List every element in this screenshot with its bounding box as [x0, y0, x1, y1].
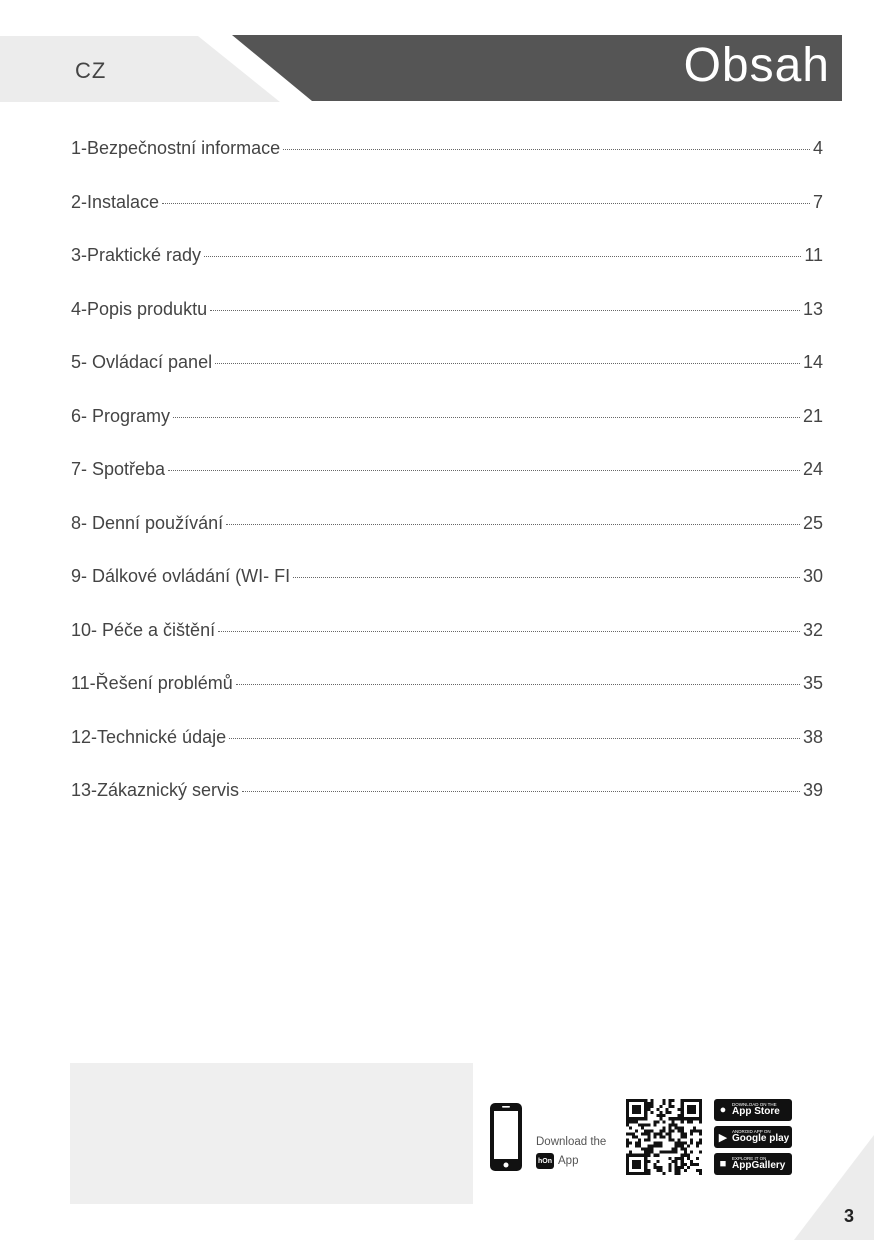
download-app-line: [536, 1153, 578, 1169]
toc-dot-leader: [210, 310, 800, 311]
app-gallery-badge[interactable]: ■ EXPLORE IT ON AppGallery: [714, 1153, 792, 1175]
toc-entry[interactable]: [71, 780, 823, 834]
toc-dot-leader: [242, 791, 800, 792]
toc-entry[interactable]: [71, 620, 823, 674]
toc-entry[interactable]: [71, 299, 823, 353]
toc-dot-leader: [236, 684, 800, 685]
table-of-contents: [71, 138, 823, 834]
download-text: Download the: [536, 1136, 607, 1148]
toc-entry-page: 35: [802, 673, 823, 693]
language-code: CZ: [75, 58, 107, 83]
toc-entry-label: 8- Denní používání: [71, 512, 224, 533]
toc-entry-page: 38: [802, 726, 823, 747]
google-play-badge[interactable]: ▶ ANDROID APP ON Google play: [714, 1126, 792, 1148]
toc-entry-page: 30: [802, 566, 823, 586]
toc-entry-label: 9- Dálkové ovládání (WI- FI: [71, 566, 291, 586]
smartphone-icon: [489, 1102, 523, 1172]
toc-entry-page: 39: [802, 780, 823, 800]
toc-entry-page: 13: [802, 298, 823, 319]
toc-entry-label: 5- Ovládací panel: [71, 352, 213, 372]
toc-dot-leader: [215, 363, 800, 364]
toc-entry-label: 2-Instalace: [71, 191, 160, 212]
toc-entry-page: 7: [812, 191, 823, 212]
toc-entry-page: 24: [802, 459, 823, 479]
huawei-icon: ■: [719, 1158, 727, 1170]
google-play-icon: ▶: [718, 1131, 728, 1144]
toc-entry-page: 4: [812, 138, 823, 158]
toc-entry-label: 7- Spotřeba: [71, 459, 166, 479]
toc-entry-label: 13-Zákaznický servis: [71, 780, 240, 800]
toc-entry-label: 6- Programy: [71, 405, 171, 426]
toc-entry[interactable]: [71, 727, 823, 781]
hon-app-logo: hOn: [536, 1153, 554, 1169]
toc-entry-page: 14: [802, 352, 823, 372]
qr-code[interactable]: [626, 1099, 702, 1175]
page-title: Obsah: [683, 39, 830, 92]
toc-entry[interactable]: [71, 406, 823, 460]
toc-entry-label: 12-Technické údaje: [71, 726, 227, 747]
toc-entry[interactable]: [71, 138, 823, 192]
toc-entry-label: 4-Popis produktu: [71, 298, 208, 319]
toc-entry-label: 11-Řešení problémů: [71, 673, 233, 693]
toc-dot-leader: [204, 256, 801, 257]
toc-entry[interactable]: [71, 245, 823, 299]
page-number: 3: [843, 1206, 854, 1226]
toc-entry-page: 11: [804, 245, 823, 265]
toc-dot-leader: [162, 203, 810, 204]
toc-entry-label: 3-Praktické rady: [71, 245, 202, 265]
app-text: App: [558, 1155, 579, 1167]
toc-entry[interactable]: [71, 352, 823, 406]
toc-dot-leader: [173, 417, 800, 418]
toc-entry[interactable]: [71, 566, 823, 620]
toc-dot-leader: [218, 631, 800, 632]
note-box: [70, 1063, 473, 1204]
toc-dot-leader: [293, 577, 800, 578]
toc-entry-label: 1-Bezpečnostní informace: [71, 138, 281, 158]
app-store-badge[interactable]: ● DOWNLOAD ON THE App Store: [714, 1099, 792, 1121]
toc-dot-leader: [229, 738, 800, 739]
toc-entry-page: 21: [802, 405, 823, 426]
toc-entry-label: 10- Péče a čištění: [71, 619, 216, 640]
toc-entry[interactable]: [71, 192, 823, 246]
corner-decoration: [794, 1135, 874, 1240]
toc-entry[interactable]: [71, 513, 823, 567]
toc-entry[interactable]: [71, 673, 823, 727]
toc-dot-leader: [168, 470, 800, 471]
toc-entry-page: 25: [802, 512, 823, 533]
toc-entry[interactable]: [71, 459, 823, 513]
toc-entry-page: 32: [802, 619, 823, 640]
apple-icon: ●: [719, 1104, 727, 1116]
toc-dot-leader: [283, 149, 810, 150]
toc-dot-leader: [226, 524, 800, 525]
